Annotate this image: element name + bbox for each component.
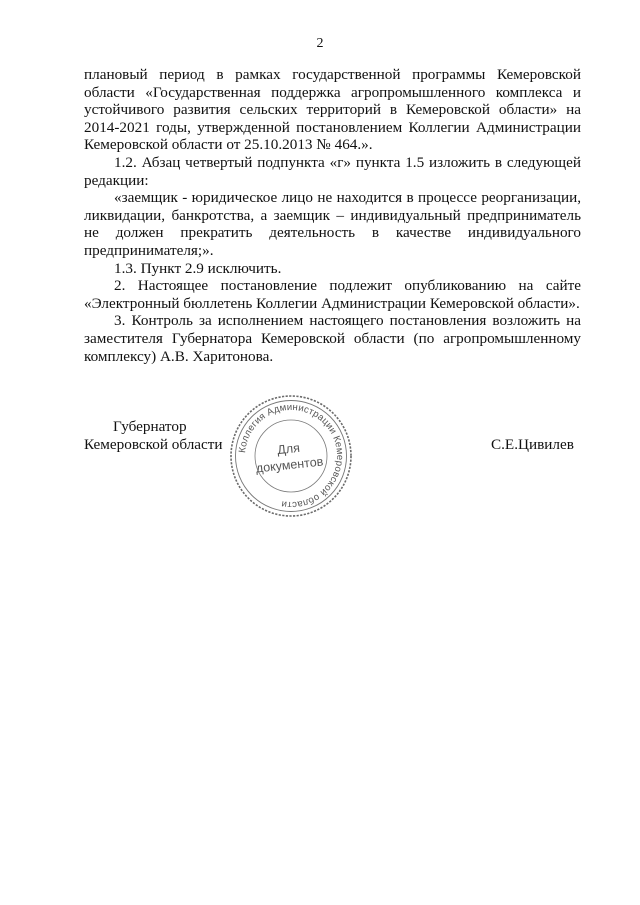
paragraph-borrower-requirement: «заемщик - юридическое лицо не находится в процессе реорганизации, ликвидации, банкротства, а заемщик – индивидуальный предприниматель не должен прекратить деятельность в качестве индивидуального предпринимателя;». xyxy=(84,189,581,259)
stamp-center-line1: Для xyxy=(276,440,301,458)
signature-name: С.Е.Цивилев xyxy=(491,436,574,453)
stamp-inner-ring xyxy=(236,401,347,512)
page-number: 2 xyxy=(316,36,324,51)
paragraph-item-1-3: 1.3. Пункт 2.9 исключить. xyxy=(114,259,282,277)
stamp-center-line2: документов xyxy=(255,454,324,476)
paragraph-item-1-2: 1.2. Абзац четвертый подпункта «г» пункта 1.5 изложить в следующей редакции: xyxy=(84,153,581,189)
official-stamp xyxy=(228,393,354,519)
stamp-outer-ring xyxy=(231,396,351,516)
stamp-ring-text: Коллегия Администрации Кемеровской области xyxy=(237,401,346,511)
paragraph-program-reference: плановый период в рамках государственной программы Кемеровской области «Государственная поддержка агропромышленного комплекса и устойчивого развития сельских территорий в Кемеровской области» на 2014-2021 годы, утвержденной постановлением Коллегии Администрации Кемеровской области от 25.10.2013 № 464.». xyxy=(84,66,581,154)
signature-title-line1: Губернатор xyxy=(113,418,187,435)
paragraph-item-2-publication: 2. Настоящее постановление подлежит опубликованию на сайте «Электронный бюллетень Коллегии Администрации Кемеровской области». xyxy=(84,277,581,312)
paragraph-item-3-control: 3. Контроль за исполнением настоящего постановления возложить на заместителя Губернатора Кемеровской области (по агропромышленному комплексу) А.В. Харитонова. xyxy=(84,312,581,365)
signature-title-line2: Кемеровской области xyxy=(84,436,223,453)
document-body xyxy=(84,66,581,365)
